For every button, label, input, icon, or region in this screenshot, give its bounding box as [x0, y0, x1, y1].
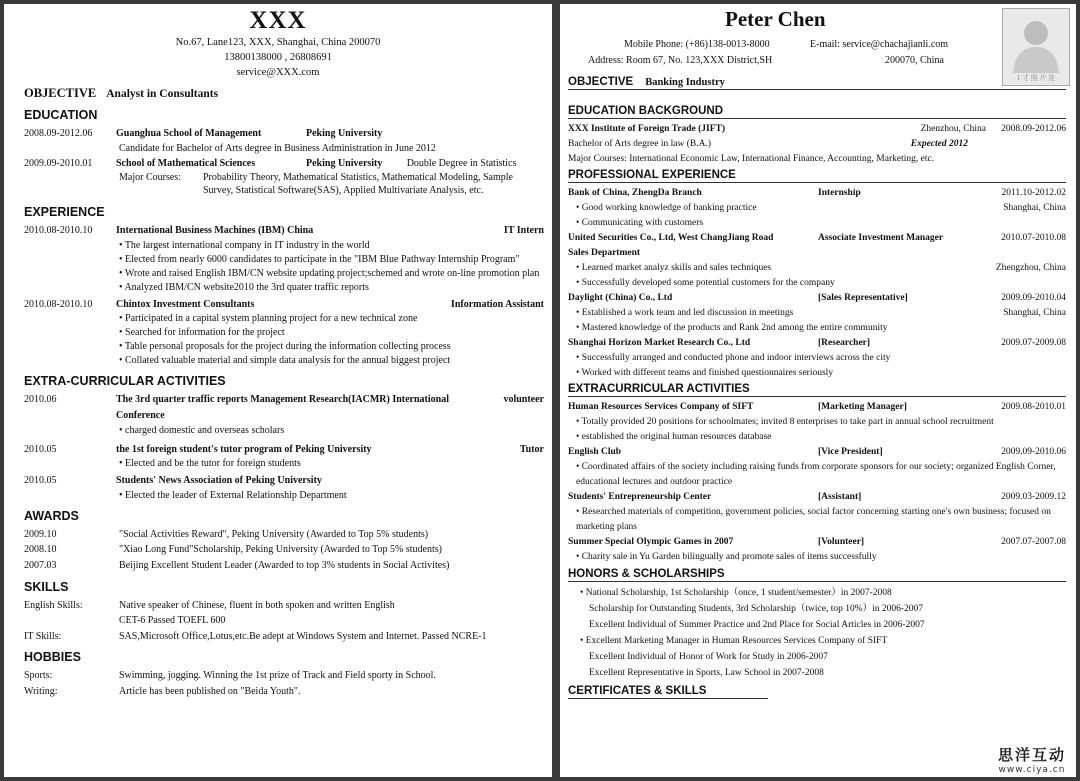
- bullet-location: Shanghai, China: [1003, 203, 1066, 213]
- job-role: [Researcher]: [818, 338, 871, 348]
- list-item: [568, 306, 1066, 321]
- left-experience-title: EXPERIENCE: [24, 205, 105, 220]
- activity-row: [568, 400, 1066, 415]
- skill-key: IT Skills:: [24, 630, 62, 642]
- right-objective-label: OBJECTIVE: [568, 76, 634, 88]
- left-address: No.67, Lane123, XXX, Shanghai, China 200070: [175, 37, 381, 48]
- list-item: • National Scholarship, 1st Scholarship（once, 1 student/semester）in 2007-2008: [568, 585, 1066, 601]
- bullet-location: [976, 321, 1066, 336]
- hobby-row: [24, 684, 544, 700]
- bullet-text: • established the original human resources database: [576, 430, 1066, 445]
- right-honors-title: HONORS & SCHOLARSHIPS: [568, 568, 1066, 582]
- list-item: • Table personal proposals for the project during the information collecting process: [24, 340, 544, 354]
- job-row: [568, 231, 1066, 246]
- act-date: 2009.08-2010.01: [1001, 402, 1066, 412]
- courses-text: Probability Theory, Mathematical Statistics, Mathematical Modeling, Sample Survey, Statistical Software(SAS), Applied Multivariate Analysis, etc.: [203, 172, 513, 197]
- left-objective-label: OBJECTIVE: [24, 86, 97, 100]
- list-item: [568, 460, 1066, 490]
- exp-role: IT Intern: [503, 225, 544, 237]
- bullet-text: • Charity sale in Yu Garden bilingually and promote sales of items successfully: [576, 550, 1066, 565]
- bullet-location: [976, 366, 1066, 381]
- act-role: volunteer: [503, 394, 544, 406]
- right-objective: [568, 76, 1066, 90]
- skill-row: [24, 613, 544, 629]
- bullet-text: • Mastered knowledge of the products and Rank 2nd among the entire community: [576, 321, 976, 336]
- job-role: Associate Investment Manager: [818, 233, 944, 243]
- photo-placeholder: [1002, 8, 1070, 86]
- skill-value: SAS,Microsoft Office,Lotus,etc.Be adept at Windows System and Internet. Passed NCRE-1: [119, 630, 487, 642]
- left-extra-title: EXTRA-CURRICULAR ACTIVITIES: [24, 374, 226, 389]
- right-extra-title: EXTRACURRICULAR ACTIVITIES: [568, 383, 1066, 397]
- edu-date: 2009.09-2010.01: [24, 157, 93, 169]
- edu-degree: Bachelor of Arts degree in law (B.A.): [568, 139, 711, 149]
- list-item: [568, 430, 1066, 445]
- right-pro-title: PROFESSIONAL EXPERIENCE: [568, 169, 1066, 183]
- edu-date: 2008.09-2012.06: [24, 128, 93, 139]
- act-org: English Club: [568, 447, 622, 457]
- list-item: Excellent Representative in Sports, Law School in 2007-2008: [589, 668, 824, 678]
- act-date: 2007.07-2007.08: [1001, 537, 1066, 547]
- watermark-cn: 思洋互动: [997, 746, 1066, 764]
- education-row: [24, 156, 544, 172]
- act-org: Human Resources Services Company of SIFT: [568, 402, 754, 412]
- award-date: 2007.03: [24, 559, 57, 571]
- photo-caption: 1 寸 照 片 处: [1016, 74, 1056, 82]
- list-item: [568, 321, 1066, 336]
- job-org: United Securities Co., Ltd, West ChangJiang Road: [568, 233, 774, 243]
- exp-date: 2010.08-2010.10: [24, 225, 93, 237]
- act-role: Tutor: [519, 443, 544, 455]
- bullet-text: • Communicating with customers: [576, 216, 976, 231]
- exp-role: Information Assistant: [450, 298, 544, 310]
- bullet-location: [976, 351, 1066, 366]
- job-date: 2009.07-2009.08: [1001, 338, 1066, 348]
- job-org-line2: [568, 246, 1066, 261]
- right-mobile: Mobile Phone: (+86)138-0013-8000: [624, 39, 770, 50]
- edu-expected: Expected 2012: [910, 139, 968, 149]
- hobby-value: Article has been published on "Beida Youth".: [119, 685, 301, 697]
- activity-row: [568, 445, 1066, 460]
- act-role: [Volunteer]: [818, 537, 865, 547]
- skill-row: [24, 629, 544, 645]
- experience-row: [24, 297, 544, 313]
- act-org: Students' Entrepreneurship Center: [568, 492, 712, 502]
- job-org: Shanghai Horizon Market Research Co., Ltd: [568, 338, 751, 348]
- award-row: [24, 527, 544, 543]
- activity-row: [24, 442, 544, 458]
- left-skills-title: SKILLS: [24, 579, 69, 594]
- hobby-key: Sports:: [24, 670, 53, 682]
- left-objective: [24, 86, 544, 101]
- exp-date: 2010.08-2010.10: [24, 298, 93, 310]
- edu-courses: [24, 171, 544, 197]
- list-item: [568, 261, 1066, 276]
- edu-org: XXX Institute of Foreign Trade (JIFT): [568, 124, 726, 134]
- hobby-value: Swimming, jogging. Winning the 1st prize of Track and Field sporty in School.: [119, 670, 436, 682]
- bullet-location: [976, 216, 1066, 231]
- job-org: Daylight (China) Co., Ltd: [568, 293, 673, 303]
- edu-school: Guanghua School of Management: [116, 128, 262, 139]
- bullet-text: • Learned market analyz skills and sales techniques: [576, 261, 976, 276]
- edu-courses: Major Courses: International Economic Law, International Finance, Accounting, Marketing, etc.: [568, 154, 935, 164]
- right-address: Address: Room 67, No. 123,XXX District,SH: [588, 55, 773, 66]
- right-body: [568, 76, 1066, 702]
- bullet-text: • Totally provided 20 positions for schoolmates; invited 8 enterprises to take part in annual school recruitment: [576, 415, 1066, 430]
- act-date: 2010.05: [24, 443, 57, 455]
- award-row: [24, 542, 544, 558]
- left-objective-value: Analyst in Consultants: [106, 88, 219, 100]
- edu-degree: Double Degree in Statistics: [406, 157, 517, 169]
- list-item: Excellent Individual of Summer Practice and 2nd Place for Social Articles in 2006-2007: [589, 620, 925, 630]
- list-item: Scholarship for Outstanding Students, 3rd Scholarship（twice, top 10%）in 2006-2007: [589, 604, 924, 614]
- act-date: 2009.03-2009.12: [1001, 492, 1066, 502]
- skill-key: English Skills:: [24, 599, 83, 611]
- list-item: • Analyzed IBM/CN website2010 the 3rd quater traffic reports: [24, 281, 544, 295]
- act-role: [Assistant]: [818, 492, 862, 502]
- edu-row: [568, 122, 1066, 137]
- act-date: 2010.05: [24, 475, 57, 487]
- act-role: [Vice President]: [818, 447, 883, 457]
- right-email: E-mail: service@chachajianli.com: [810, 39, 949, 50]
- award-text: "Social Activities Reward", Peking University (Awarded to Top 5% students): [119, 528, 429, 540]
- list-item: • Searched for information for the project: [24, 326, 544, 340]
- list-item: [568, 201, 1066, 216]
- activity-row: [24, 392, 544, 423]
- job-role: Internship: [818, 188, 861, 198]
- right-cert-title: CERTIFICATES & SKILLS: [568, 685, 768, 699]
- act-date: 2010.06: [24, 394, 57, 406]
- bullet-text: • Researched materials of competition, government policies, social factor concerning starting one's own business; focused on marketing plans: [576, 505, 1066, 535]
- act-org: the 1st foreign student's tutor program of Peking University: [116, 443, 372, 455]
- activity-row: [568, 535, 1066, 550]
- left-name: XXX: [249, 7, 307, 34]
- list-item: [568, 276, 1066, 291]
- experience-row: [24, 223, 544, 239]
- site-watermark: [998, 744, 1066, 775]
- list-item: • Collated valuable material and simple data analysis for the annual biggest project: [24, 354, 544, 368]
- left-email: service@XXX.com: [236, 67, 320, 78]
- education-row: [24, 126, 544, 142]
- watermark-url: www.ciya.cn: [998, 765, 1066, 775]
- skill-value: Native speaker of Chinese, fluent in both spoken and written English: [119, 599, 395, 611]
- bullet-text: • Worked with different teams and finished questionnaires seriously: [576, 366, 976, 381]
- edu-date: 2008.09-2012.06: [1001, 124, 1066, 134]
- award-row: [24, 558, 544, 574]
- award-text: Beijing Excellent Student Leader (Awarded to top 3% students in Social Activites): [119, 559, 450, 571]
- list-item: [568, 505, 1066, 535]
- act-org: Summer Special Olympic Games in 2007: [568, 537, 734, 547]
- skill-key: [24, 613, 119, 629]
- resume-right: [560, 4, 1076, 777]
- job-row: [568, 186, 1066, 201]
- edu-degree-row: [568, 137, 1066, 152]
- bullet-location: [976, 276, 1066, 291]
- act-date: 2009.09-2010.06: [1001, 447, 1066, 457]
- edu-school: School of Mathematical Sciences: [116, 157, 256, 169]
- list-item: • Excellent Marketing Manager in Human Resources Services Company of SIFT: [568, 633, 1066, 649]
- list-item: • charged domestic and overseas scholars: [24, 424, 544, 438]
- edu-university: Peking University: [306, 128, 383, 139]
- bullet-text: • Coordinated affairs of the society including raising funds from corporate sponsors for our society; organized English Corner, educational lectures and outdoor practice: [576, 460, 1066, 490]
- left-education-title: EDUCATION: [24, 108, 98, 122]
- left-phones: 13800138000 , 26808691: [224, 52, 332, 63]
- bullet-text: • Successfully arranged and conducted phone and indoor interviews across the city: [576, 351, 976, 366]
- left-hobbies-title: HOBBIES: [24, 650, 81, 665]
- job-date: 2009.09-2010.04: [1001, 293, 1066, 303]
- list-item: Excellent Individual of Honor of Work for Study in 2006-2007: [589, 652, 828, 662]
- avatar-icon: [1003, 9, 1069, 73]
- job-date: 2011.10-2012.02: [1001, 188, 1066, 198]
- right-zip: 200070, China: [885, 55, 944, 66]
- list-item: [568, 415, 1066, 430]
- edu-location: Zhenzhou, China: [920, 124, 986, 134]
- list-item: • Elected the leader of External Relationship Department: [24, 489, 544, 503]
- award-date: 2008.10: [24, 544, 57, 556]
- bullet-text: • Good working knowledge of banking practice: [576, 201, 976, 216]
- skill-value: CET-6 Passed TOEFL 600: [119, 615, 226, 627]
- exp-org: International Business Machines (IBM) China: [116, 225, 314, 237]
- job-date: 2010.07-2010.08: [1001, 233, 1066, 243]
- list-item: • Participated in a capital system planning project for a new technical zone: [24, 312, 544, 326]
- job-org: Bank of China, ZhengDa Branch: [568, 188, 702, 198]
- right-education-title: EDUCATION BACKGROUND: [568, 105, 1066, 119]
- courses-label: Major Courses:: [119, 172, 181, 184]
- award-text: "Xiao Long Fund"Scholarship, Peking University (Awarded to Top 5% students): [119, 544, 442, 556]
- right-objective-value: Banking Industry: [645, 77, 725, 88]
- job-row: [568, 291, 1066, 306]
- bullet-location: Shanghai, China: [1003, 308, 1066, 318]
- bullet-text: • Successfully developed some potential customers for the company: [576, 276, 976, 291]
- right-name: Peter Chen: [725, 7, 826, 31]
- job-role: [Sales Representative]: [818, 293, 908, 303]
- act-org: The 3rd quarter traffic reports Management Research(IACMR) International Conference: [116, 394, 449, 421]
- left-body: [24, 86, 544, 700]
- act-org: Students' News Association of Peking University: [116, 475, 322, 487]
- list-item: [568, 550, 1066, 565]
- list-item: [568, 216, 1066, 231]
- list-item: • The largest international company in IT industry in the world: [24, 239, 544, 253]
- job-department: Sales Department: [568, 248, 641, 258]
- bullet-text: • Established a work team and led discussion in meetings: [576, 306, 976, 321]
- activity-row: [24, 473, 544, 489]
- skill-row: [24, 598, 544, 614]
- job-row: [568, 336, 1066, 351]
- resume-left: [4, 4, 552, 777]
- list-item: [568, 351, 1066, 366]
- act-role: [Marketing Manager]: [818, 402, 907, 412]
- hobby-key: Writing:: [24, 685, 58, 697]
- list-item: • Wrote and raised English IBM/CN website updating project;schemed and wrote on-line promotion plan: [24, 267, 544, 281]
- left-awards-title: AWARDS: [24, 508, 79, 523]
- exp-org: Chintox Investment Consultants: [116, 298, 255, 310]
- bullet-location: Zhengzhou, China: [995, 263, 1066, 273]
- edu-university: Peking University: [306, 157, 383, 169]
- award-date: 2009.10: [24, 528, 57, 540]
- activity-row: [568, 490, 1066, 505]
- list-item: • Elected and be the tutor for foreign students: [24, 457, 544, 471]
- hobby-row: [24, 668, 544, 684]
- list-item: [568, 366, 1066, 381]
- edu-detail: Candidate for Bachelor of Arts degree in Business Administration in June 2012: [119, 142, 436, 154]
- list-item: • Elected from nearly 6000 candidates to participate in the "IBM Blue Pathway Internship Program": [24, 253, 544, 267]
